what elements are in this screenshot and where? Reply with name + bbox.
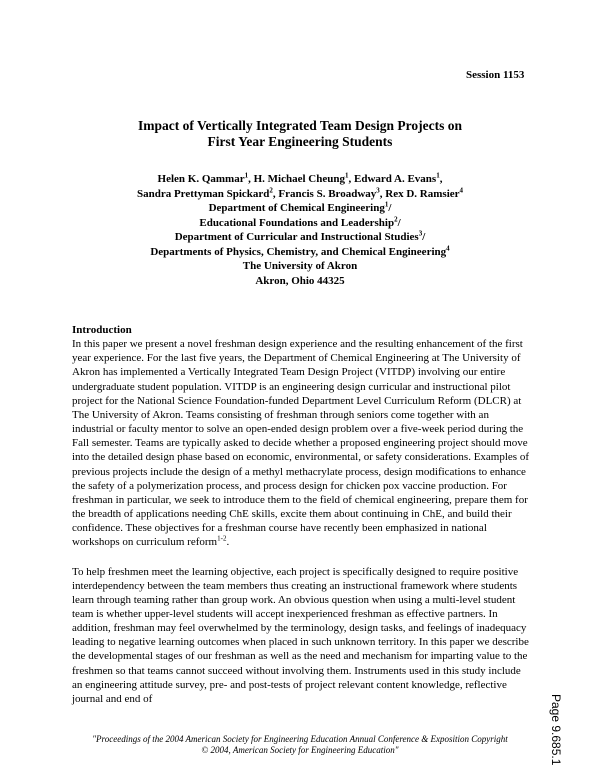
paper-title [60, 118, 540, 150]
author-line-2: Sandra Prettyman Spickard$^2$, Francis S. Broadway$^3$, Rex D. Ramsier$^4$ [136, 185, 464, 200]
affiliation-1: Department of Chemical Engineering$^1$/ [208, 200, 392, 214]
title-line-2: First Year Engineering Students [207, 134, 393, 149]
affiliation-2: Educational Foundations and Leadership$^2$/ [199, 214, 401, 229]
session-label: Session 1153 [466, 69, 525, 81]
section-heading: Introduction [72, 324, 132, 336]
author-line-1: Helen K. Qammar$^1$, H. Michael Cheung$^1$, Edward A. Evans$^1$, [157, 171, 443, 185]
title-line-1: Impact of Vertically Integrated Team Design Projects on [137, 118, 463, 133]
university: The University of Akron [242, 260, 358, 272]
paragraph-2: To help freshmen meet the learning objective, each project is specifically designed to require positive interdependency between the team members thus creating an instructional framework where students learn through teaming rather than group work. An obvious question when using a multi-level student team is whether upper-level students will accept inexperienced freshman as effective partners. In addition, freshman may feel overwhelmed by the terminology, design tasks, and feelings of inadequacy leading to negative learning outcomes when placed in such unknown territory. In this paper we describe the developmental stages of our freshman as well as the need and mechanism for imparting value to the freshmen so that teams cannot succeed without involving them. Instruments used in this study include an engineering attitude survey, pre- and post-tests of project relevant content knowledge, reflective journal and end of [72, 565, 529, 705]
city: Akron, Ohio 44325 [255, 274, 345, 287]
footer-line-2: © 2004, American Society for Engineering Education" [201, 745, 399, 755]
footer-line-1: "Proceedings of the 2004 American Society for Engineering Education Annual Conference & Exposition Copyright [92, 734, 508, 744]
paragraph-1: In this paper we present a novel freshman design experience and the resulting enhancement of the first year experience. For the last five years, the Department of Chemical Engineering at The University of Akron has implemented a Vertically Integrated Team Design Project (VITDP) involving our entire undergraduate student population. VITDP is an engineering design curricular and instructional pilot project for the National Science Foundation-funded Department Level Curriculum Reform (DLCR) at The University of Akron. Teams consisting of freshman through seniors come together with an industrial or faculty mentor to solve an open-ended design problem over a five-week period during the Fall semester. Teams are typically asked to decide whether a proposed engineering project should move into the detailed design phase based on economic, environmental, or safety considerations. Examples of previous projects include the design of a methyl methacrylate process, design modifications to enhance the safety of a polymerization process, and process design for chicken pox vaccine production. For freshman in particular, we seek to introduce them to the field of chemical engineering, prepare them for the breadth of applications needing ChE skills, excite them about continuing in ChE, and build their confidence. These objectives for a freshman course have recently been emphasized in national workshops on curriculum reform$^{1-2}$. [72, 338, 529, 549]
author-block [60, 172, 540, 288]
affiliation-4: Departments of Physics, Chemistry, and Chemical Engineering$^4$ [150, 243, 450, 258]
body-text [72, 323, 530, 706]
proceedings-footer [60, 734, 540, 756]
page-number: Page 9.685.1 [549, 694, 563, 766]
affiliation-3: Department of Curricular and Instructional Studies$^3$/ [174, 229, 426, 243]
